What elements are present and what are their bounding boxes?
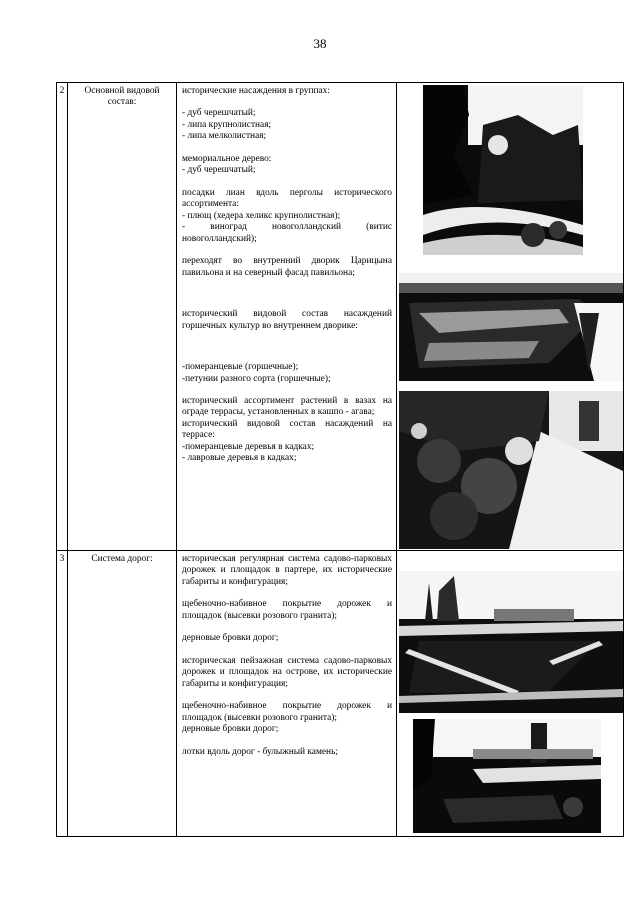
line: -померанцевые деревья в кадках; <box>182 441 315 452</box>
line: - виноград новоголландский (витис новоголландский); <box>182 222 392 244</box>
line: - лавровые деревья в кадках; <box>182 453 297 464</box>
line: дерновые бровки дорог; <box>182 724 279 735</box>
line: - дуб черешчатый; <box>182 108 256 119</box>
line: -померанцевые (горшечные); <box>182 362 299 373</box>
line: исторический видовой состав насаждений на террасе: <box>182 418 392 441</box>
table-row-2 <box>57 83 624 551</box>
row-description <box>177 83 397 551</box>
line: дерновые бровки дорог; <box>182 633 279 644</box>
line: щебеночно-набивное покрытие дорожек и площадок (высевки розового гранита); <box>182 599 392 621</box>
line: посадки лиан вдоль перголы исторического ассортимента: <box>182 187 392 210</box>
line: исторический видовой состав насаждений горшечных культур во внутреннем дворике: <box>182 309 392 331</box>
photo-cell <box>397 551 624 837</box>
page-number: 38 <box>313 36 327 51</box>
line: лотки вдоль дорог - булыжный камень; <box>182 746 338 757</box>
table-row-3 <box>57 551 624 837</box>
row-name: Основной видовой состав: <box>68 83 177 551</box>
photo-garden-paths <box>399 571 623 713</box>
line: - дуб черешчатый; <box>182 165 256 176</box>
row-number: 3 <box>57 551 68 837</box>
row-number: 2 <box>57 83 68 551</box>
line: - плющ (хедера хеликс крупнолистная); <box>182 210 341 221</box>
row-name: Система дорог: <box>68 551 177 837</box>
photo-park-trees <box>423 85 583 255</box>
line: историческая пейзажная система садово-парковых дорожек и площадок на острове, их исторические габариты и конфигурация; <box>182 655 392 689</box>
line: щебеночно-набивное покрытие дорожек и площадок (высевки розового гранита); <box>182 701 392 723</box>
photo-island-view <box>413 719 601 833</box>
document-table <box>56 82 624 837</box>
line: -петунии разного сорта (горшечные); <box>182 373 331 384</box>
line: мемориальное дерево: <box>182 153 272 164</box>
photo-courtyard <box>399 273 623 381</box>
line: исторические насаждения в группах: <box>182 86 330 96</box>
line: историческая регулярная система садово-парковых дорожек и площадок в партере, их исторические габариты и конфигурация; <box>182 554 392 587</box>
line: - липа крупнолистная; <box>182 119 272 130</box>
photo-cell <box>397 83 624 551</box>
line: исторический ассортимент растений в вазах на ограде террасы, установленных в кашпо - агава; <box>182 395 392 418</box>
photo-terrace <box>399 391 623 549</box>
line: - липа мелколистная; <box>182 131 267 142</box>
row-description <box>177 551 397 837</box>
line: переходят во внутренний дворик Царицына павильона и на северный фасад павильона; <box>182 256 392 278</box>
